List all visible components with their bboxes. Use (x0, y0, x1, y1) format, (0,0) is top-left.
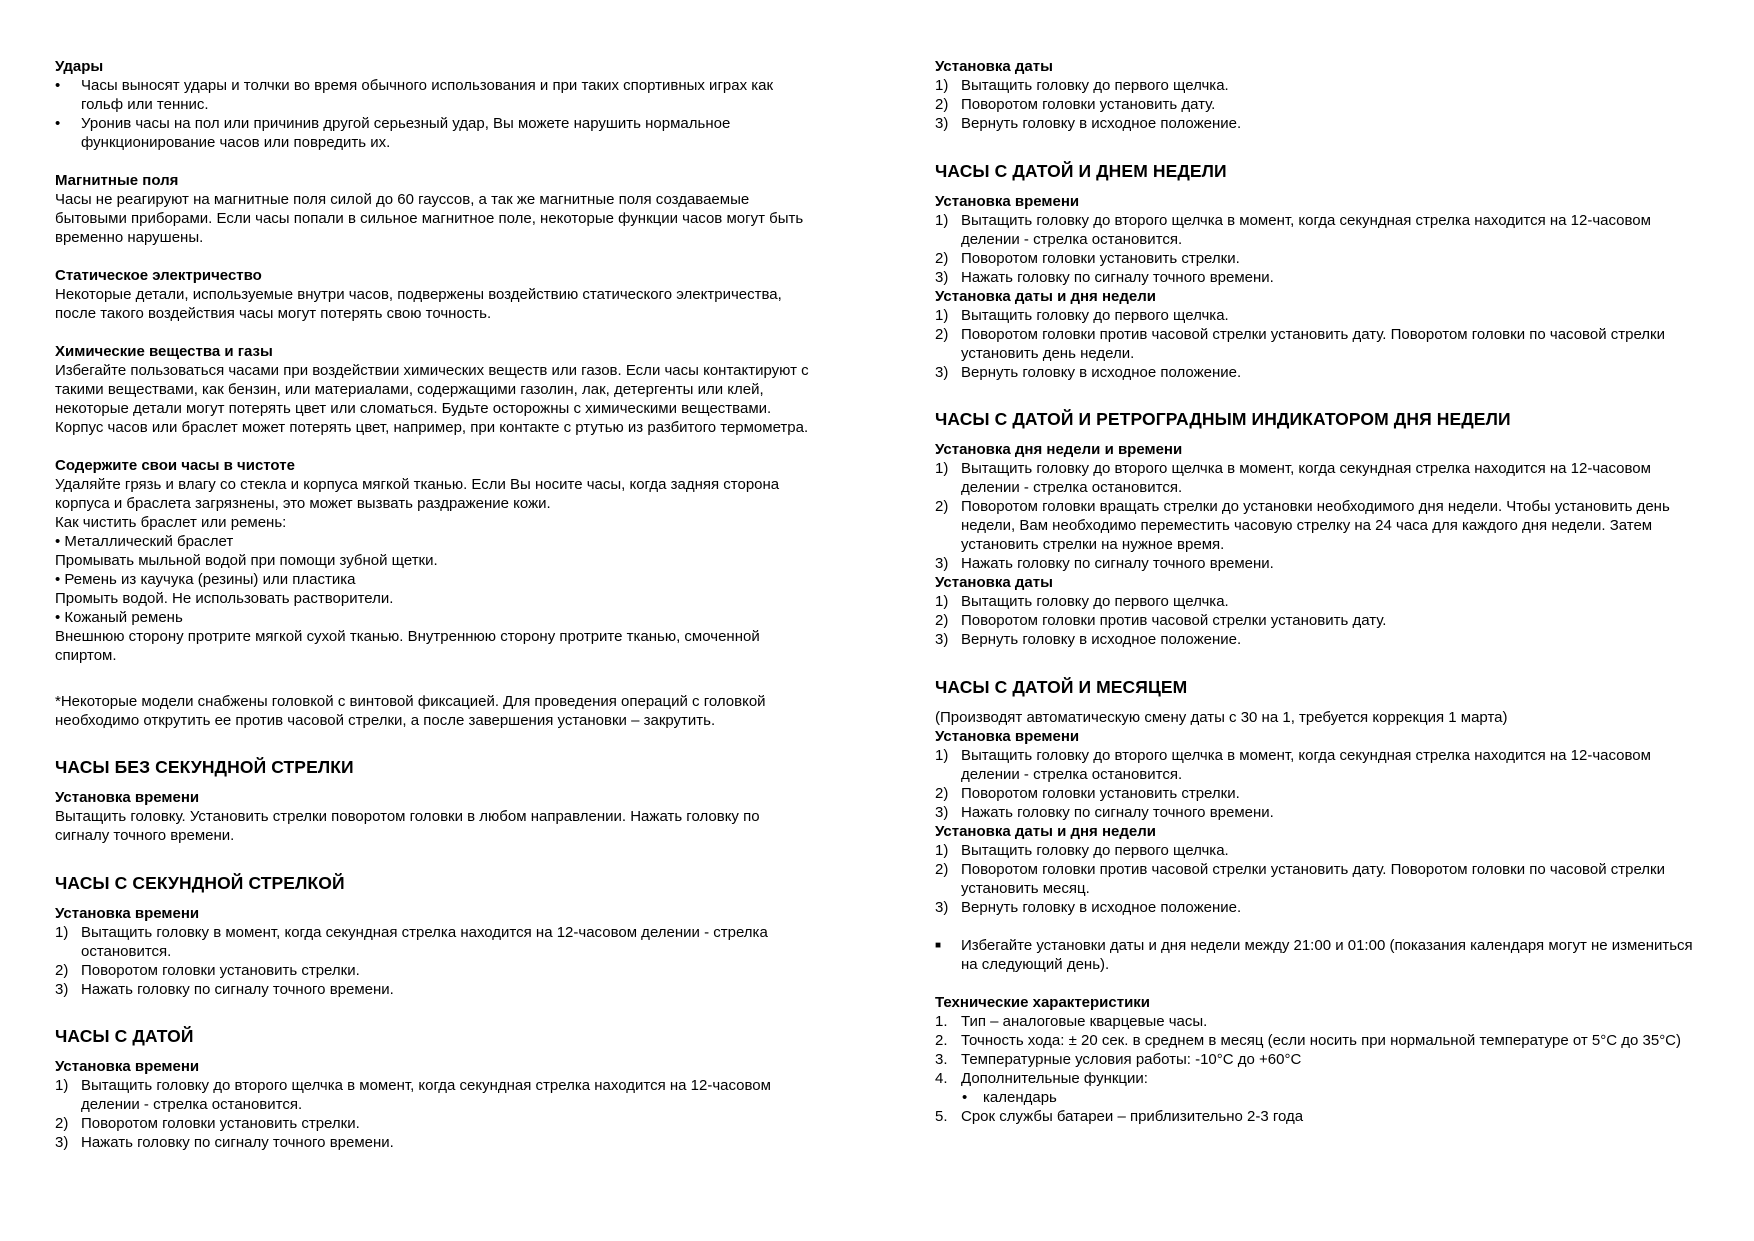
list-item-text: Дополнительные функции: (961, 1069, 1148, 1087)
list-marker: 4. (935, 1069, 948, 1087)
list-item-text: Нажать головку по сигналу точного времени. (81, 980, 394, 998)
subsection-title: Химические вещества и газы (55, 343, 273, 360)
list-item (935, 1107, 1707, 1126)
list-item-text: Часы выносят удары и толчки во время обычного использования и при таких спортивных играх как гольф или теннис. (81, 77, 774, 113)
list-item (935, 363, 1707, 382)
list-item (935, 1050, 1707, 1069)
paragraph: (Производят автоматическую смену даты с 30 на 1, требуется коррекция 1 марта) (935, 708, 1508, 726)
subsection-title: Установка дня недели и времени (935, 441, 1183, 459)
list-item-text: Тип – аналоговые кварцевые часы. (961, 1012, 1208, 1030)
list-item-text: Нажать головку по сигналу точного времени. (961, 803, 1274, 821)
list-marker: 2) (935, 325, 949, 343)
list-item (935, 746, 1707, 784)
list-item-text: Поворотом головки установить дату. (961, 96, 1216, 113)
list-item (935, 325, 1707, 363)
list-item (935, 114, 1707, 133)
section-title: ЧАСЫ С ДАТОЙ И МЕСЯЦЕМ (935, 676, 1188, 697)
list-item (935, 249, 1707, 268)
list-item-text: Срок службы батареи – приблизительно 2-3 года (961, 1107, 1304, 1125)
list-item (935, 898, 1707, 917)
list-item-text: Температурные условия работы: -10°С до +60°С (961, 1050, 1302, 1068)
list-item (935, 95, 1707, 114)
list-item (935, 497, 1707, 554)
list-item-text: Вытащить головку до первого щелчка. (961, 77, 1229, 94)
list-marker: 5. (935, 1107, 948, 1125)
list-marker: 3) (935, 555, 949, 573)
list-item (935, 1088, 1707, 1107)
list (935, 211, 1707, 287)
list-item-text: Уронив часы на пол или причинив другой серьезный удар, Вы можете нарушить нормальное функционирование часов или повредить их. (81, 115, 731, 151)
text-line: • Металлический браслет (55, 533, 234, 550)
list-item (55, 1076, 813, 1114)
list-marker: ■ (935, 939, 942, 951)
list-item-text: Поворотом головки установить стрелки. (81, 1115, 360, 1133)
subsection-title: Установка даты (935, 58, 1053, 75)
list-marker: • (55, 115, 61, 132)
list-marker: • (55, 77, 61, 94)
list (55, 1076, 813, 1152)
list (935, 1012, 1707, 1126)
list-marker: 2. (935, 1031, 948, 1049)
list-item-text: Вернуть головку в исходное положение. (961, 363, 1242, 381)
list (935, 841, 1707, 917)
list-marker: 3) (935, 803, 949, 821)
subsection-title: Установка времени (55, 1058, 200, 1076)
text-line: Промыть водой. Не использовать растворители. (55, 590, 394, 607)
list-marker: 1) (935, 460, 949, 478)
list (935, 746, 1707, 822)
list-marker: 1) (55, 1077, 69, 1095)
subsection-title: Статическое электричество (55, 267, 262, 284)
list-item (935, 841, 1707, 860)
paragraph: Удаляйте грязь и влагу со стекла и корпуса мягкой тканью. Если Вы носите часы, когда задняя сторона корпуса и браслета загрязнены, это может вызвать раздражение кожи. (55, 476, 780, 512)
text-line: • Кожаный ремень (55, 609, 183, 626)
list-item (935, 554, 1707, 573)
list-item (935, 803, 1707, 822)
subsection-title: Технические характеристики (935, 993, 1151, 1011)
subsection-title: Установка времени (55, 789, 200, 807)
subsection-title: Магнитные поля (55, 172, 179, 189)
list-item (55, 114, 813, 152)
list-item-text: Поворотом головки установить стрелки. (961, 784, 1240, 802)
list-item-text: Поворотом головки против часовой стрелки установить дату. (961, 612, 1387, 630)
list-item-text: Вытащить головку до второго щелчка в момент, когда секундная стрелка находится на 12-часовом делении - стрелка остановится. (961, 211, 1651, 248)
text-line: Как чистить браслет или ремень: (55, 514, 287, 531)
section-title: ЧАСЫ С СЕКУНДНОЙ СТРЕЛКОЙ (55, 872, 345, 893)
list-marker: 3) (55, 1134, 69, 1152)
list (55, 923, 813, 999)
list-item-text: Вытащить головку до первого щелчка. (961, 593, 1229, 611)
list-item (935, 936, 1707, 974)
list-item (55, 1133, 813, 1152)
list-item-text: Поворотом головки установить стрелки. (961, 249, 1240, 267)
text-line: • Ремень из каучука (резины) или пластика (55, 571, 356, 588)
subsection-title: Содержите свои часы в чистоте (55, 457, 295, 474)
section-title: ЧАСЫ С ДАТОЙ И РЕТРОГРАДНЫМ ИНДИКАТОРОМ ДНЯ НЕДЕЛИ (935, 409, 1511, 430)
list-marker: 1) (935, 306, 949, 324)
list (55, 76, 813, 152)
list-item (55, 76, 813, 114)
section-title: ЧАСЫ С ДАТОЙ (55, 1026, 194, 1047)
list-item-text: Вытащить головку до первого щелчка. (961, 841, 1229, 859)
list-item-text: Вытащить головку до второго щелчка в момент, когда секундная стрелка находится на 12-часовом делении - стрелка остановится. (81, 1077, 771, 1114)
list-item-text: Вытащить головку до второго щелчка в момент, когда секундная стрелка находится на 12-часовом делении - стрелка остановится. (961, 746, 1651, 783)
list-item-text: Поворотом головки вращать стрелки до установки необходимого дня недели. Чтобы установить день недели, Вам необходимо переместить часовую стрелку на 24 часа для каждого дня недели. Затем установить стрелки на нужное время. (961, 498, 1670, 554)
list (935, 306, 1707, 382)
list (935, 76, 1707, 133)
subsection-title: Установка времени (55, 904, 200, 922)
list-item-text: Поворотом головки против часовой стрелки установить дату. Поворотом головки по часовой стрелки установить день недели. (961, 325, 1665, 362)
list-marker: 2) (935, 860, 949, 878)
list-item-text: Вернуть головку в исходное положение. (961, 898, 1242, 916)
list-marker: 1) (935, 211, 949, 229)
left-column (55, 57, 813, 1152)
list (935, 459, 1707, 573)
paragraph: Вытащить головку. Установить стрелки поворотом головки в любом направлении. Нажать головку по сигналу точного времени. (55, 808, 760, 845)
paragraph: Избегайте пользоваться часами при воздействии химических веществ или газов. Если часы контактируют с такими веществами, как бензин, или материалами, содержащими газолин, лак, детергенты или клей, некоторые детали могут потерять цвет или сломаться. Будьте осторожны с химическими веществами. Корпус часов или браслет может потерять цвет, например, при контакте с ртутью из разбитого термометра. (55, 362, 809, 436)
list-item-text: Вытащить головку до второго щелчка в момент, когда секундная стрелка находится на 12-часовом делении - стрелка остановится. (961, 460, 1651, 497)
list-item-text: Поворотом головки против часовой стрелки установить дату. Поворотом головки по часовой стрелки установить месяц. (961, 860, 1665, 897)
list-item (935, 784, 1707, 803)
list-item (935, 860, 1707, 898)
list-item (935, 592, 1707, 611)
section-title: ЧАСЫ С ДАТОЙ И ДНЕМ НЕДЕЛИ (935, 160, 1227, 181)
paragraph: Некоторые детали, используемые внутри часов, подвержены воздействию статического электричества, после такого воздействия часы могут потерять свою точность. (55, 286, 782, 322)
list-item-text: Избегайте установки даты и дня недели между 21:00 и 01:00 (показания календаря могут не измениться на следующий день). (961, 936, 1693, 973)
list-marker: 3) (935, 898, 949, 916)
subsection-title: Установка времени (935, 727, 1080, 745)
list-marker: 2) (935, 612, 949, 630)
list-marker: 2) (55, 961, 69, 979)
list-item-text: Нажать головку по сигналу точного времени. (81, 1134, 394, 1152)
list-item (55, 923, 813, 961)
list-marker: 3. (935, 1050, 948, 1068)
text-line: Промывать мыльной водой при помощи зубной щетки. (55, 552, 438, 569)
list-marker: 2) (935, 96, 949, 113)
list-marker: 1) (935, 746, 949, 764)
list-item (935, 1031, 1707, 1050)
list-marker: 3) (55, 980, 69, 998)
list-item (935, 76, 1707, 95)
list-marker: • (962, 1088, 968, 1106)
list-item (935, 459, 1707, 497)
list (935, 936, 1707, 974)
list-item (55, 961, 813, 980)
list-item (55, 1114, 813, 1133)
list-item-text: Вернуть головку в исходное положение. (961, 631, 1242, 649)
list-marker: 1) (55, 923, 69, 941)
list-marker: 3) (935, 115, 949, 132)
list-item-text: Вытащить головку до первого щелчка. (961, 306, 1229, 324)
list-marker: 2) (55, 1115, 69, 1133)
list-marker: 2) (935, 784, 949, 802)
subsection-title: Установка даты и дня недели (935, 287, 1156, 305)
list-item (935, 630, 1707, 649)
list-item (935, 306, 1707, 325)
list-marker: 1) (935, 841, 949, 859)
list-item (55, 980, 813, 999)
list-item (935, 611, 1707, 630)
list-item (935, 268, 1707, 287)
list-item-text: Нажать головку по сигналу точного времени. (961, 555, 1274, 573)
text-line: Внешнюю сторону протрите мягкой сухой тканью. Внутреннюю сторону протрите тканью, смоченной спиртом. (55, 628, 760, 664)
list-item-text: Нажать головку по сигналу точного времени. (961, 268, 1274, 286)
subsection-title: Установка даты и дня недели (935, 822, 1156, 840)
list-item-text: Вернуть головку в исходное положение. (961, 115, 1242, 132)
paragraph: Часы не реагируют на магнитные поля силой до 60 гауссов, а так же магнитные поля создаваемые бытовыми приборами. Если часы попали в сильное магнитное поле, некоторые функции часов могут быть временно нарушены. (55, 191, 804, 246)
section-title: ЧАСЫ БЕЗ СЕКУНДНОЙ СТРЕЛКИ (55, 757, 354, 778)
list-item (935, 1069, 1707, 1088)
subsection-title: Установка времени (935, 192, 1080, 210)
list-marker: 1) (935, 77, 949, 94)
list-marker: 3) (935, 363, 949, 381)
list-marker: 3) (935, 268, 949, 286)
line-group (55, 513, 813, 665)
list-marker: 1. (935, 1012, 948, 1030)
subsection-title: Установка даты (935, 574, 1053, 592)
list-item (935, 1012, 1707, 1031)
list-item-text: Поворотом головки установить стрелки. (81, 961, 360, 979)
list-item-text: Точность хода: ± 20 сек. в среднем в месяц (если носить при нормальной температуре от 5°С до 35°С) (961, 1031, 1682, 1049)
list-marker: 3) (935, 631, 949, 649)
list-marker: 2) (935, 249, 949, 267)
paragraph: *Некоторые модели снабжены головкой с винтовой фиксацией. Для проведения операций с головкой необходимо открутить ее против часовой стрелки, а после завершения установки – закрутить. (55, 692, 766, 729)
list-item-text: Вытащить головку в момент, когда секундная стрелка находится на 12-часовом делении - стрелка остановится. (81, 923, 768, 960)
subsection-title: Удары (55, 58, 104, 75)
list-marker: 1) (935, 593, 949, 611)
list (935, 592, 1707, 649)
list-marker: 2) (935, 498, 949, 516)
list-item (935, 211, 1707, 249)
list-item-text: календарь (983, 1088, 1057, 1106)
right-column (935, 57, 1707, 1126)
